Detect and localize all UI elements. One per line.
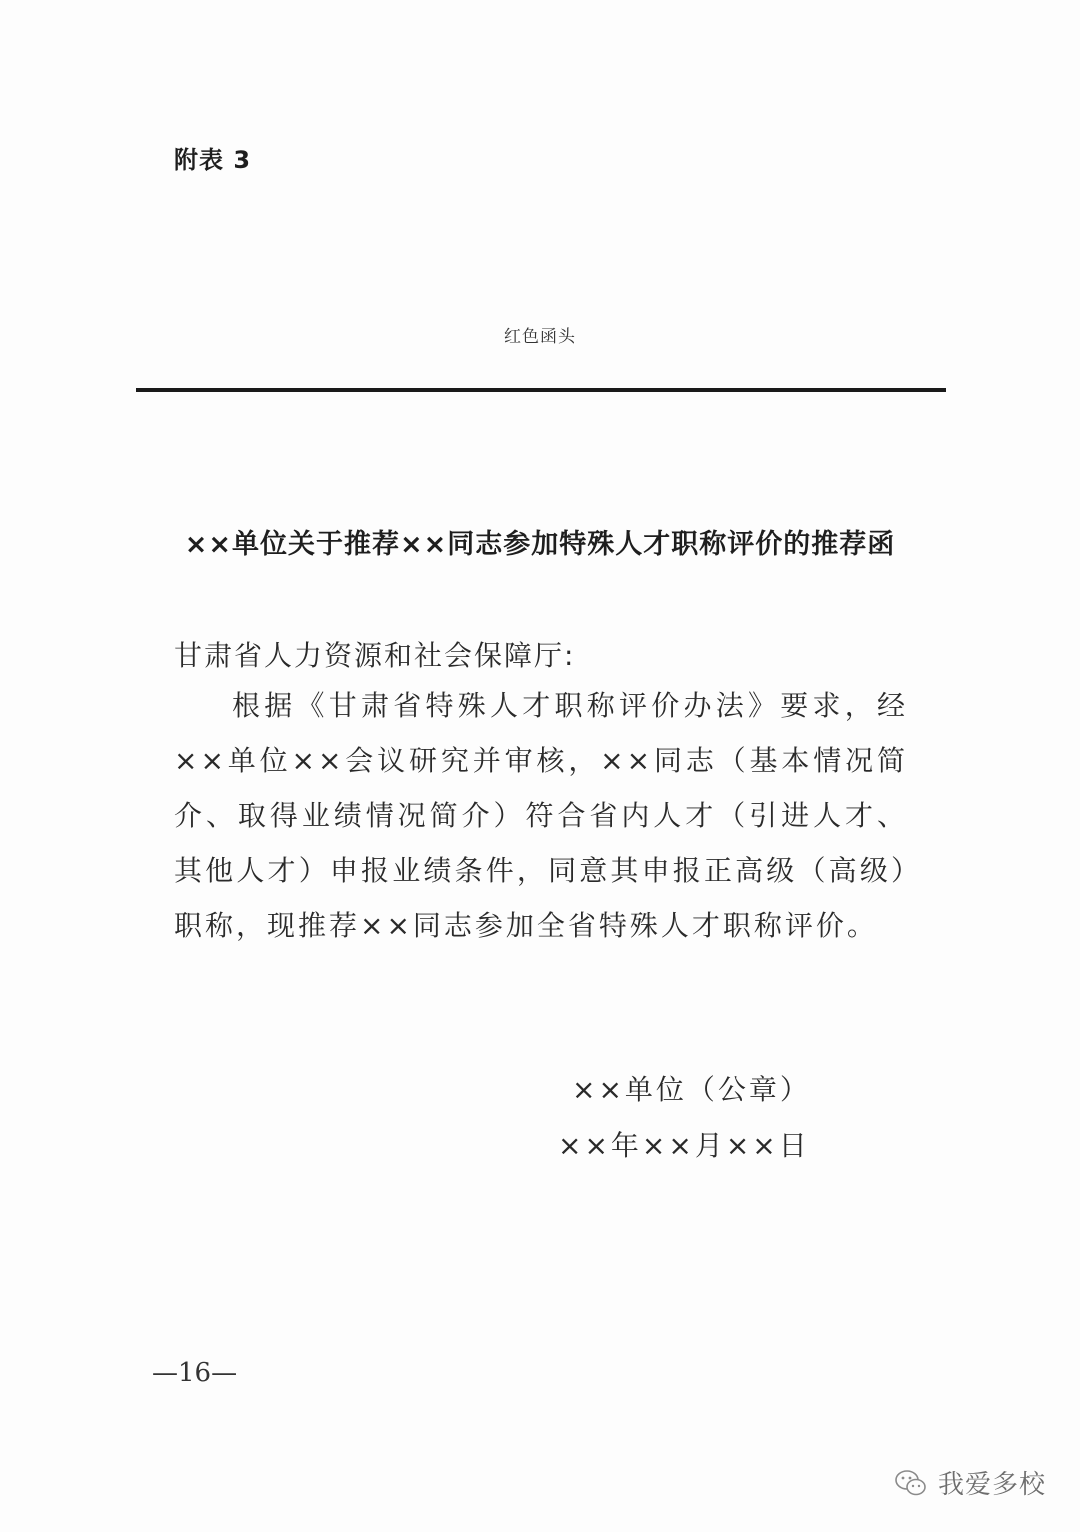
attachment-label: 附表 3 [174,146,252,174]
wechat-icon [894,1468,928,1498]
signature-unit: ××单位（公章） [572,1073,811,1106]
watermark [894,1464,1046,1501]
page-number: —16— [152,1358,238,1388]
body-paragraph: 根据《甘肃省特殊人才职称评价办法》要求，经××单位××会议研究并审核，××同志（基本情况简介、取得业绩情况简介）符合省内人才（引进人才、其他人才）申报业绩条件，同意其申报正高级（高级）职称，现推荐××同志参加全省特殊人才职称评价。 [174,689,908,942]
signature-date: ××年××月××日 [558,1129,810,1162]
salutation: 甘肃省人力资源和社会保障厅: [174,639,576,672]
document-title: ××单位关于推荐××同志参加特殊人才职称评价的推荐函 [184,529,896,560]
letterhead-placeholder: 红色函头 [504,327,576,347]
watermark-text: 我爱多校 [937,1470,1046,1500]
letterhead-divider [136,388,946,392]
